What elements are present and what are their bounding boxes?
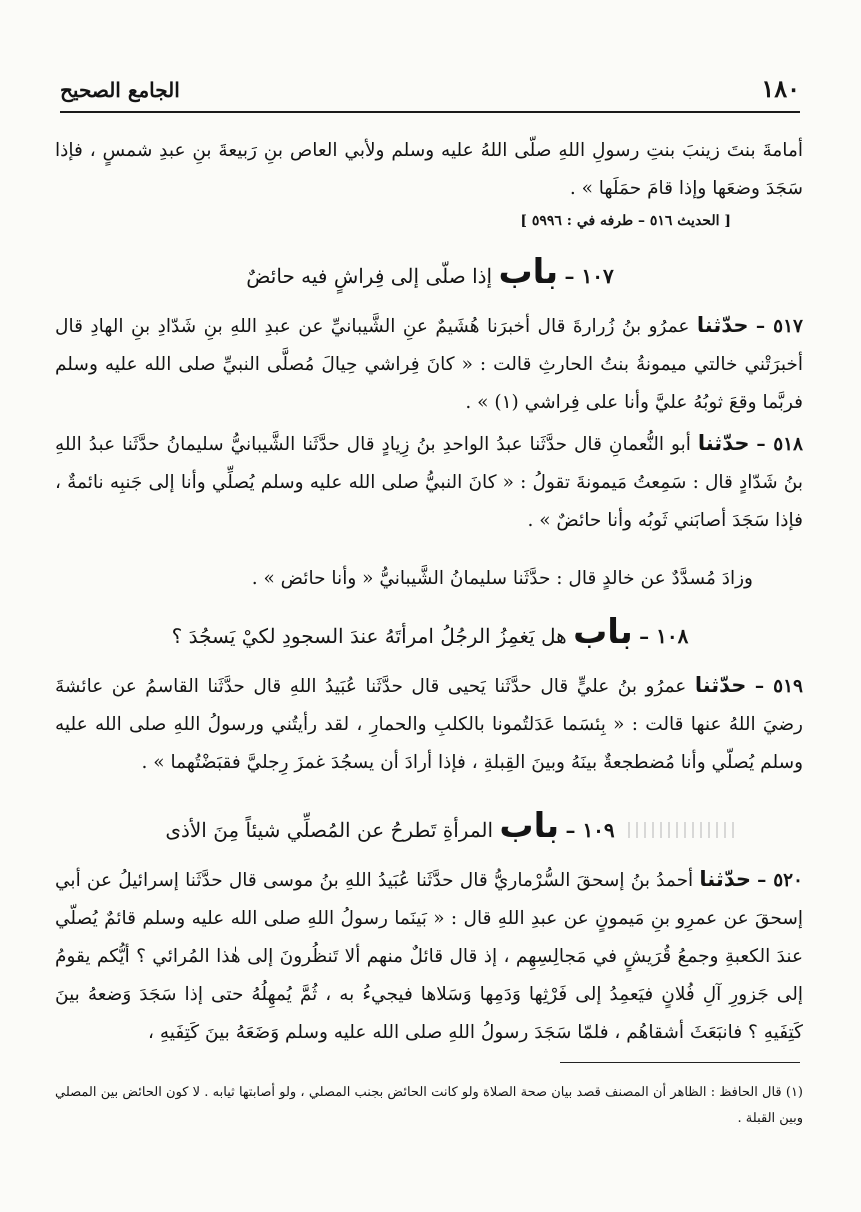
chapter-heading-108 — [60, 612, 800, 652]
chapter-number: ١٠٧ – — [564, 264, 614, 288]
hadith-number: ٥١٧ – — [755, 316, 803, 337]
chapter-number: ١٠٨ – — [639, 624, 689, 648]
hadith-keyword: حدّثنا — [696, 313, 749, 337]
page-header — [60, 70, 800, 112]
chapter-title: هل يَغمِزُ الرجُلُ امرأتَهُ عندَ السجودِ لكيْ يَسجُدَ ؟ — [171, 624, 567, 648]
hadith-number: ٥٢٠ – — [757, 870, 803, 891]
footnote-rule — [560, 1062, 800, 1063]
hadith-keyword: حدّثنا — [699, 867, 751, 891]
chapter-heading-109 — [60, 806, 720, 846]
continued-hadith-text: أمامةَ بنتَ زينبَ بنتِ رسولِ اللهِ صلّى اللهُ عليه وسلم ولأبي العاص بنِ رَبيعةَ بنِ عبدِ شمسٍ ، فإذا سَجَدَ وضعَها وإذا قامَ حمَلَها » . — [55, 140, 803, 199]
hadith-reference: [ الحديث ٥١٦ – طرفه في : ٥٩٩٦ ] — [520, 213, 731, 229]
hadith-number: ٥١٩ – — [754, 676, 803, 697]
chapter-number: ١٠٩ – — [565, 818, 615, 842]
hadith-517 — [55, 306, 803, 422]
hadith-text: أحمدُ بنُ إسحقَ السُّرْماريُّ قال حدَّثَنا عُبَيدُ اللهِ بنُ موسى قال حدَّثَنا إسرائيلُ عن أبي إسحقَ عن عمرِو بنِ مَيمونٍ عن عبدِ اللهِ قال : « بَينَما رسولُ اللهِ صلى الله عليه وسلم قائمٌ يُصلّي عندَ الكعبةِ وجمعُ قُرَيشٍ في مَجالِسِهِم ، إذ قال قائلٌ منهم ألا تَنظُرونَ إلى هٰذا المُرائي ؟ أيُّكم يقومُ إلى جَزورِ آلِ فُلانٍ فيَعمِدُ إلى فَرْثِها وَدَمِها وَسَلاها فيجيءُ به ، ثُمَّ يُمهِلُهُ حتى إذا سَجَدَ وَضعهُ بينَ كَتِفَيهِ ؟ فانبَعَثَ أشقاهُم ، فلمّا سَجَدَ رسولُ اللهِ صلى الله عليه وسلم وَضَعَهُ بينَ كَتِفَيهِ ، — [55, 870, 803, 1043]
hadith-text: عمرُو بنُ عليٍّ قال حدَّثَنا يَحيى قال حدَّثَنا عُبَيدُ اللهِ قال حدَّثَنا القاسمُ عن عائشةَ رضيَ اللهُ عنها قالت : « بِئسَما عَدَلتُمونا بالكلبِ والحمارِ ، لقد رأيتُني ورسولُ اللهِ صلى الله عليه وسلم يُصلّي وأنا مُضطجعةٌ بينَهُ وبينَ القِبلةِ ، فإذا أرادَ أن يسجُدَ غمزَ رِجليَّ فقبَضْتُهما » . — [55, 676, 803, 773]
hadith-520 — [55, 860, 803, 1052]
chapter-heading-107 — [60, 252, 800, 292]
footnote: (١) قال الحافظ : الظاهر أن المصنف قصد بيان صحة الصلاة ولو كانت الحائض بجنب المصلي ، ولو أصابتها ثيابه . لا كون الحائض بين المصلي وبين القبلة . — [55, 1085, 803, 1126]
chapter-word: باب — [499, 806, 560, 846]
hadith-text: أبو النُّعمانِ قال حدَّثَنا عبدُ الواحدِ بنُ زِيادٍ قال حدَّثَنا الشَّيبانيُّ سليمانُ حدَّثَنا عبدُ اللهِ بنُ شَدّادٍ قال : سَمِعتُ مَيمونةَ تقولُ : « كانَ النبيُّ صلى الله عليه وسلم يُصلِّي وأنا إلى جَنبِه نائمةٌ ، فإذا سَجَدَ أصابَني ثَوبُه وأنا حائضٌ » . — [55, 434, 803, 531]
hadith-number: ٥١٨ – — [756, 434, 803, 455]
chapter-word: باب — [573, 612, 633, 652]
hadith-text: عمرُو بنُ زُرارةَ قال أخبرَنا هُشَيمٌ عنِ الشَّيبانيِّ عن عبدِ اللهِ بنِ شَدّادِ بنِ الهادِ قال أخبرَتْني خالتي ميمونةُ بنتُ الحارثِ قالت : « كانَ فِراشي حِيالَ مُصلَّى النبيِّ صلى الله عليه وسلم فربَّما وقعَ ثوبُهُ عليَّ وأنا على فِراشي (١) » . — [55, 316, 803, 413]
hadith-keyword: حدّثنا — [697, 431, 750, 455]
chapter-title: المرأةِ تَطرحُ عن المُصلِّي شيئاً مِنَ الأذى — [165, 818, 494, 842]
hadith-519 — [55, 666, 803, 782]
chapter-title: إذا صلّى إلى فِراشٍ فيه حائضٌ — [246, 264, 493, 288]
header-rule — [60, 111, 800, 113]
page-number: ١٨٠ — [761, 74, 800, 103]
hadith-518-addition: وزادَ مُسدَّدٌ عن خالدٍ قال : حدَّثَنا سليمانُ الشَّيبانيُّ « وأنا حائض » . — [251, 568, 753, 589]
hadith-518 — [55, 424, 803, 540]
chapter-word: باب — [498, 252, 559, 292]
hadith-keyword: حدّثنا — [694, 673, 747, 697]
running-title: الجامع الصحيح — [60, 78, 180, 102]
